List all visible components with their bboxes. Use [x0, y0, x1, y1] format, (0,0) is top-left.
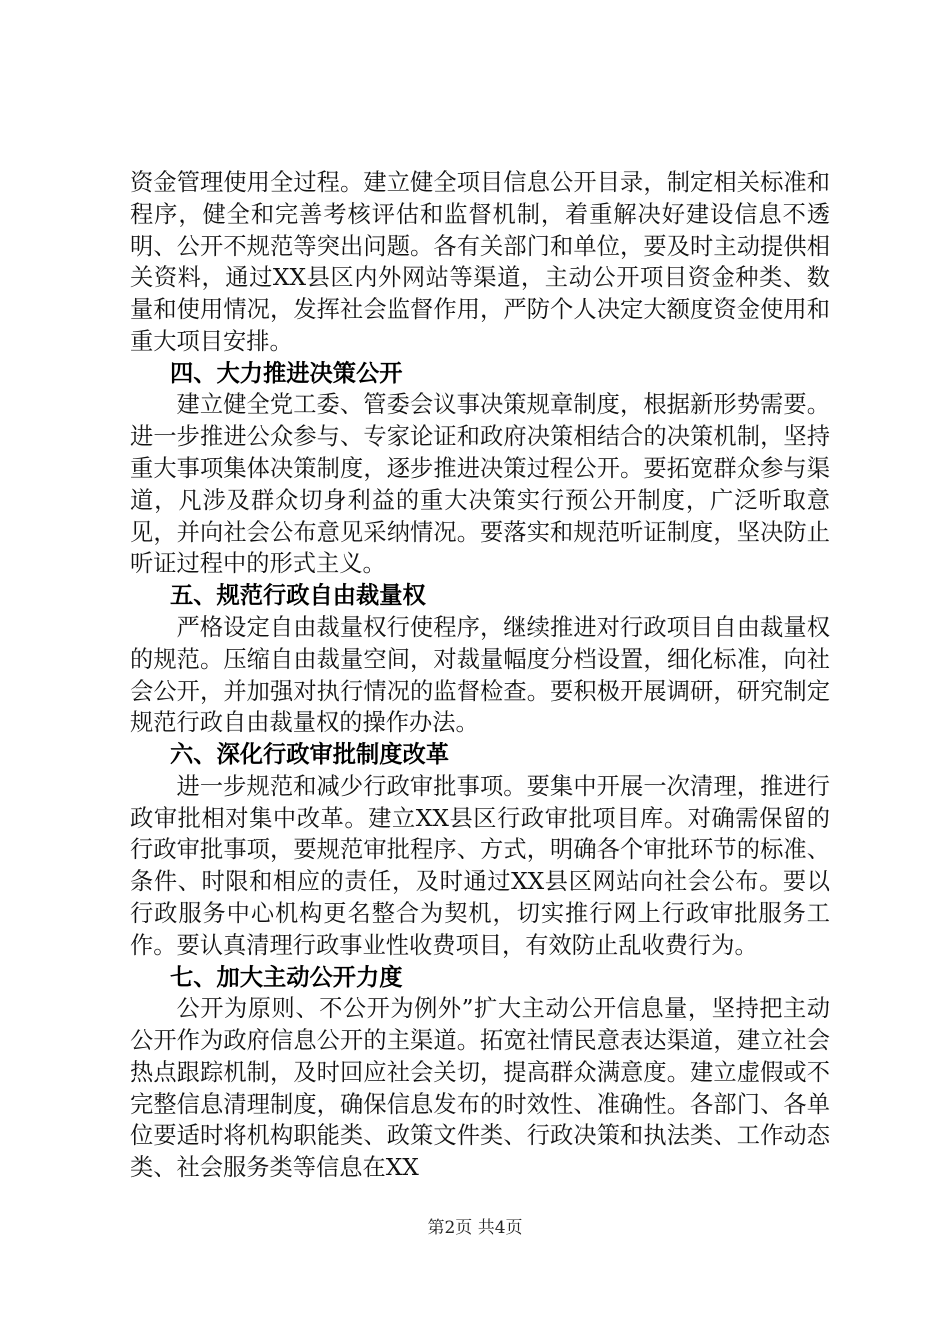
paragraph-section-7: 公开为原则、不公开为例外”扩大主动公开信息量，坚持把主动公开作为政府信息公开的主渠道。拓宽社情民意表达渠道，建立社会热点跟踪机制，及时回应社会关切，提高群众满意度。建立虚假或不完整信息清理制度，确保信息发布的时效性、准确性。各部门、各单位要适时将机构职能类、政策文件类、行政决策和执法类、工作动态类、社会服务类等信息在XX: [130, 995, 830, 1182]
document-body: [130, 167, 830, 1184]
section-heading-6: 六、深化行政审批制度改革: [170, 741, 450, 769]
page-number: 第2页 共4页: [427, 1218, 523, 1238]
section-heading-5: 五、规范行政自由裁量权: [170, 582, 426, 610]
paragraph-section-6: 进一步规范和减少行政审批事项。要集中开展一次清理，推进行政审批相对集中改革。建立XX县区行政审批项目库。对确需保留的行政审批事项，要规范审批程序、方式，明确各个审批环节的标准、条件、时限和相应的责任，及时通过XX县区网站向社会公布。要以行政服务中心机构更名整合为契机，切实推行网上行政审批服务工作。要认真清理行政事业性收费项目，有效防止乱收费行为。: [130, 772, 830, 959]
paragraph-intro: 资金管理使用全过程。建立健全项目信息公开目录，制定相关标准和程序，健全和完善考核评估和监督机制，着重解决好建设信息不透明、公开不规范等突出问题。各有关部门和单位，要及时主动提供相关资料，通过XX县区内外网站等渠道，主动公开项目资金种类、数量和使用情况，发挥社会监督作用，严防个人决定大额度资金使用和重大项目安排。: [130, 169, 830, 355]
paragraph-section-5: 严格设定自由裁量权行使程序，继续推进对行政项目自由裁量权的规范。压缩自由裁量空间，对裁量幅度分档设置，细化标准，向社会公开，并加强对执行情况的监督检查。要积极开展调研，研究制定规范行政自由裁量权的操作办法。: [130, 613, 830, 737]
paragraph-section-4: 建立健全党工委、管委会议事决策规章制度，根据新形势需要。进一步推进公众参与、专家论证和政府决策相结合的决策机制，坚持重大事项集体决策制度，逐步推进决策过程公开。要拓宽群众参与渠道，凡涉及群众切身利益的重大决策实行预公开制度，广泛听取意见，并向社会公布意见采纳情况。要落实和规范听证制度，坚决防止听证过程中的形式主义。: [130, 391, 830, 578]
section-heading-4: 四、大力推进决策公开: [170, 359, 403, 387]
section-heading-7: 七、加大主动公开力度: [170, 963, 403, 991]
page-footer: [0, 1216, 950, 1240]
